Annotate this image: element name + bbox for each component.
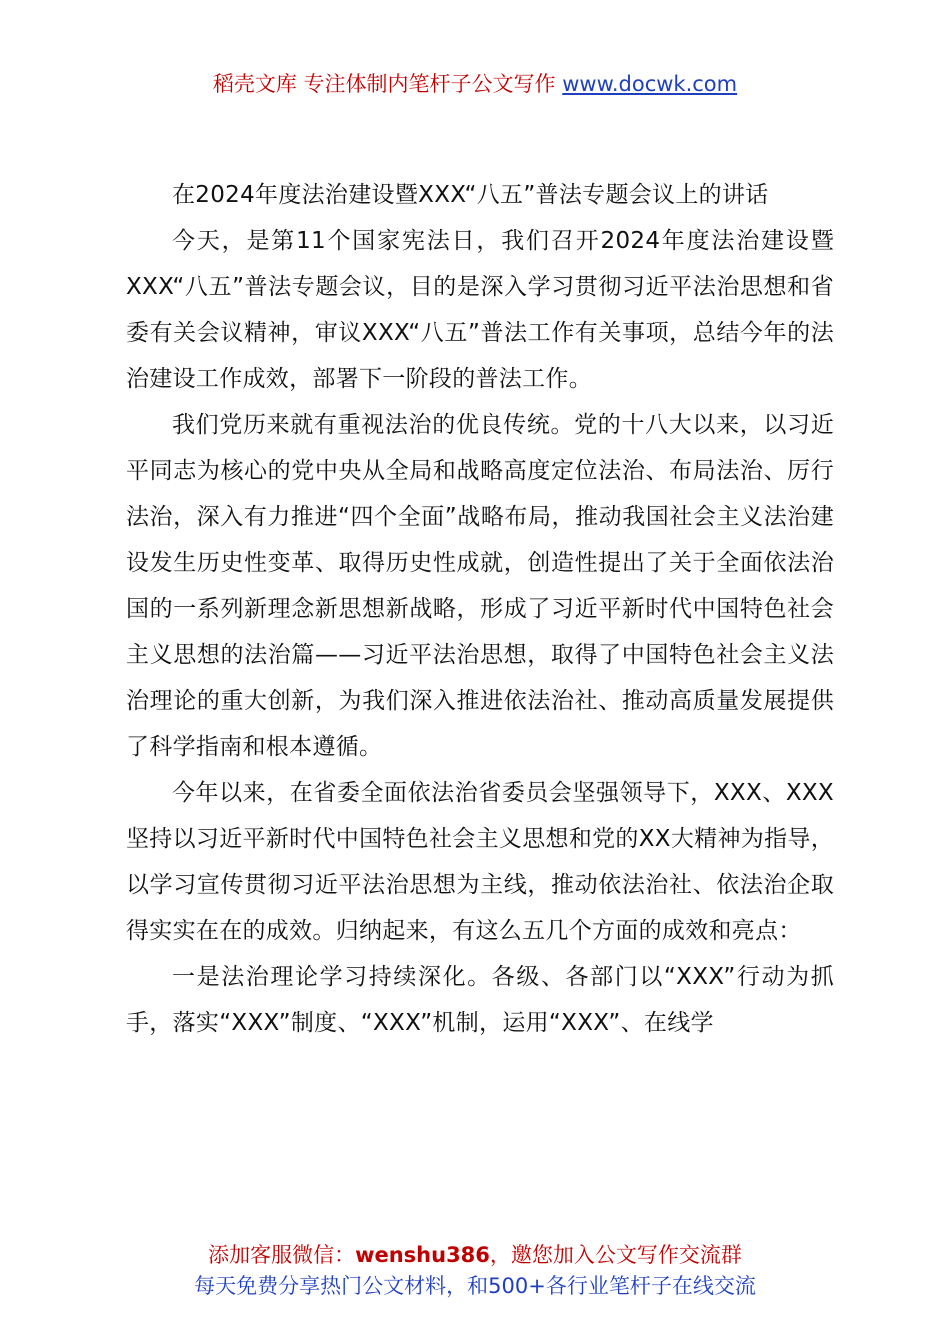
footer-promo-line: 每天免费分享热门公文材料，和500+各行业笔杆子在线交流 (194, 1274, 756, 1298)
paragraph-1: 今天，是第11个国家宪法日，我们召开2024年度法治建设暨XXX“八五”普法专题会议，目的是深入学习贯彻习近平法治思想和省委有关会议精神，审议XXX“八五”普法工作有关事项，总结今年的法治建设工作成效，部署下一阶段的普法工作。 (126, 228, 834, 392)
header-website-link[interactable]: www.docwk.com (562, 72, 738, 96)
footer-wechat-id: wenshu386 (355, 1243, 490, 1267)
page-footer (0, 1240, 950, 1302)
header-brand-text: 稻壳文库 专注体制内笔杆子公文写作 (212, 72, 556, 96)
footer-wechat-prefix: 添加客服微信： (208, 1243, 356, 1267)
page-header (0, 68, 950, 100)
footer-wechat-suffix: ，邀您加入公文写作交流群 (489, 1243, 742, 1267)
paragraph-2: 我们党历来就有重视法治的优良传统。党的十八大以来，以习近平同志为核心的党中央从全局和战略高度定位法治、布局法治、厉行法治，深入有力推进“四个全面”战略布局，推动我国社会主义法治建设发生历史性变革、取得历史性成就，创造性提出了关于全面依法治国的一系列新理念新思想新战略，形成了习近平新时代中国特色社会主义思想的法治篇——习近平法治思想，取得了中国特色社会主义法治理论的重大创新，为我们深入推进依法治社、推动高质量发展提供了科学指南和根本遵循。 (126, 412, 834, 760)
paragraph-4: 一是法治理论学习持续深化。各级、各部门以“XXX”行动为抓手，落实“XXX”制度、“XXX”机制，运用“XXX”、在线学 (126, 964, 834, 1036)
footer-wechat-line (0, 1240, 950, 1271)
paragraph-3: 今年以来，在省委全面依法治省委员会坚强领导下，XXX、XXX坚持以习近平新时代中国特色社会主义思想和党的XX大精神为指导，以学习宣传贯彻习近平法治思想为主线，推动依法治社、依法治企取得实实在在的成效。归纳起来，有这么五几个方面的成效和亮点： (126, 780, 834, 944)
document-body (126, 172, 834, 1046)
document-title: 在2024年度法治建设暨XXX“八五”普法专题会议上的讲话 (172, 182, 769, 208)
